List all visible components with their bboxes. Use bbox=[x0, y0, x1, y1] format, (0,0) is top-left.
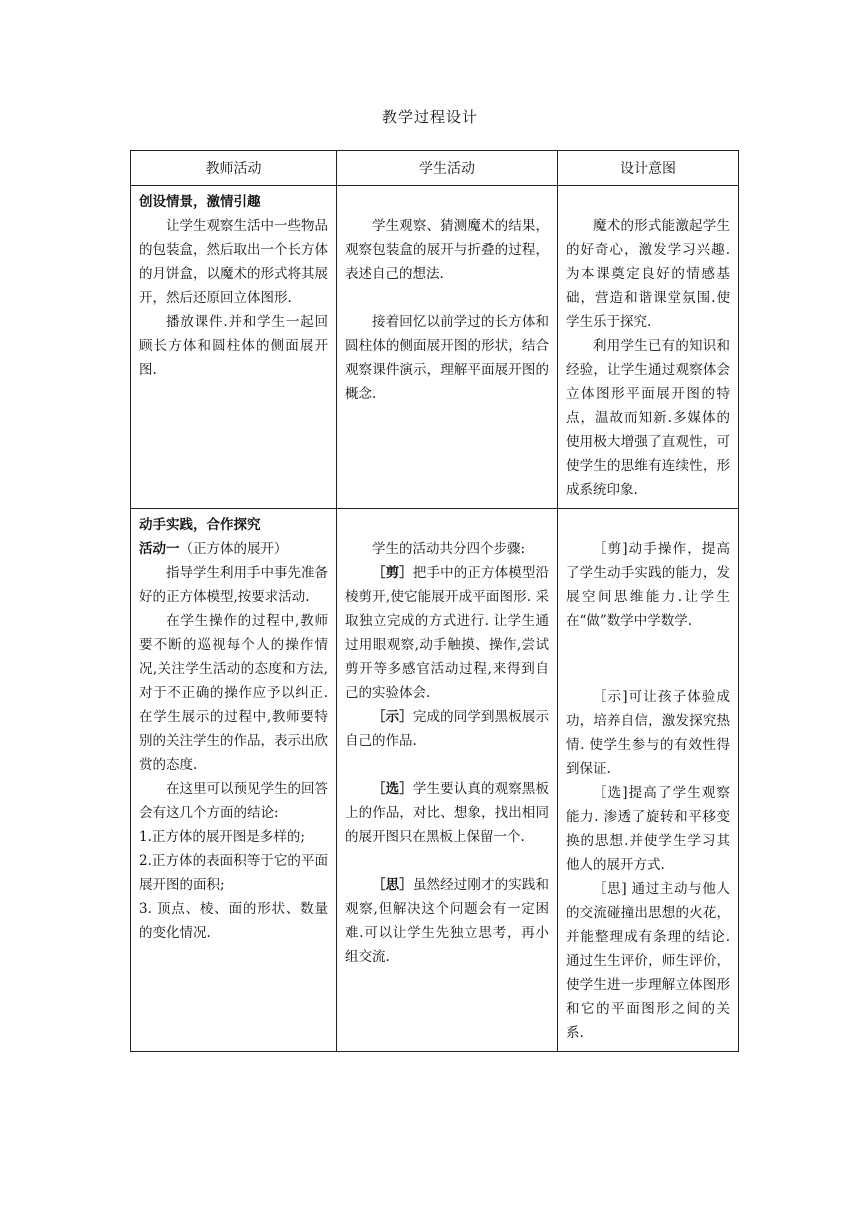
teacher-cell bbox=[131, 509, 337, 1052]
intent-item: ［剪]动手操作，提高了学生动手实践的能力，发展空间思维能力.让学生在“做”数学中学数学. bbox=[566, 541, 730, 629]
step-text: 完成的同学到黑板展示自己的作品. bbox=[345, 709, 549, 749]
activity-label: 活动一 bbox=[139, 541, 180, 557]
conclusion-item: 1.正方体的展开图是多样的; bbox=[139, 829, 305, 845]
intent-cell bbox=[558, 509, 739, 1052]
teacher-paragraph: 在学生操作的过程中,教师要不断的巡视每个人的操作情况,关注学生活动的态度和方法,对于不正确的操作应予以纠正.在学生展示的过程中,教师要特别的关注学生的作品，表示出欣赏的态度. bbox=[139, 613, 328, 773]
teacher-cell bbox=[131, 186, 337, 509]
header-teacher-activity: 教师活动 bbox=[131, 151, 337, 186]
conclusion-item: 3. 顶点、棱、面的形状、数量的变化情况. bbox=[139, 901, 328, 941]
conclusion-item: 2.正方体的表面积等于它的平面展开图的面积; bbox=[139, 853, 328, 893]
student-paragraph: 接着回忆以前学过的长方体和圆柱体的侧面展开图的形状，结合观察课件演示，理解平面展开图的概念. bbox=[345, 314, 549, 402]
header-student-activity: 学生活动 bbox=[337, 151, 558, 186]
section-title: 创设情景，激情引趣 bbox=[139, 194, 261, 210]
intent-paragraph: 魔术的形式能激起学生的好奇心，激发学习兴趣.为本课奠定良好的情感基础，营造和谐课堂氛围.使学生乐于探究. bbox=[566, 218, 730, 330]
student-intro: 学生的活动共分四个步骤: bbox=[372, 541, 526, 557]
step-tag: ［剪］ bbox=[372, 565, 413, 581]
student-paragraph: 学生观察、猜测魔术的结果，观察包装盒的展开与折叠的过程，表述自己的想法. bbox=[345, 218, 549, 282]
activity-title bbox=[139, 537, 328, 561]
teacher-paragraph: 在这里可以预见学生的回答会有这几个方面的结论: bbox=[139, 781, 328, 821]
intent-paragraph: 利用学生已有的知识和经验，让学生通过观察体会立体图形平面展开图的特点，温故而知新.多媒体的使用极大增强了直观性，可使学生的思维有连续性，形成系统印象. bbox=[566, 338, 730, 498]
header-design-intent: 设计意图 bbox=[558, 151, 739, 186]
student-step bbox=[345, 873, 549, 969]
student-cell bbox=[337, 186, 558, 509]
teacher-paragraph: 指导学生利用手中事先准备好的正方体模型,按要求活动. bbox=[139, 565, 328, 605]
step-tag: ［选］ bbox=[372, 781, 413, 797]
intent-item: ［思] 通过主动与他人的交流碰撞出思想的火花，并能整理成有条理的结论. 通过生生评价，师生评价，使学生进一步理解立体图形和它的平面图形之间的关系. bbox=[566, 881, 730, 1041]
activity-subtitle: （正方体的展开） bbox=[179, 541, 288, 557]
step-text: 把手中的正方体模型沿棱剪开,使它能展开成平面图形. 采取独立完成的方式进行. 让学生通过用眼观察,动手触摸、操作,尝试剪开等多感官活动过程,来得到自己的实验体会. bbox=[345, 565, 549, 701]
table-row bbox=[131, 186, 739, 509]
student-cell bbox=[337, 509, 558, 1052]
table-row bbox=[131, 509, 739, 1052]
table-header-row bbox=[131, 151, 739, 186]
step-tag: ［示］ bbox=[372, 709, 413, 725]
intent-item: ［示]可让孩子体验成功，培养自信，激发探究热情. 使学生参与的有效性得到保证. bbox=[566, 689, 730, 777]
student-step bbox=[345, 777, 549, 849]
student-step bbox=[345, 561, 549, 705]
intent-item: ［选]提高了学生观察能力. 渗透了旋转和平移变换的思想.并使学生学习其他人的展开方式. bbox=[566, 785, 730, 873]
teacher-paragraph: 播放课件.并和学生一起回顾长方体和圆柱体的侧面展开图. bbox=[139, 314, 328, 378]
section-title: 动手实践，合作探究 bbox=[139, 517, 261, 533]
step-text: 学生要认真的观察黑板上的作品，对比、想象，找出相同的展开图只在黑板上保留一个. bbox=[345, 781, 549, 845]
intent-cell bbox=[558, 186, 739, 509]
step-tag: ［思］ bbox=[372, 877, 413, 893]
lesson-plan-table bbox=[130, 150, 739, 1052]
page-title: 教学过程设计 bbox=[381, 108, 478, 126]
teacher-paragraph: 让学生观察生活中一些物品的包装盒，然后取出一个长方体的月饼盒，以魔术的形式将其展开，然后还原回立体图形. bbox=[139, 218, 328, 306]
step-text: 虽然经过刚才的实践和观察,但解决这个问题会有一定困难.可以让学生先独立思考，再小组交流. bbox=[345, 877, 549, 965]
student-step bbox=[345, 705, 549, 753]
